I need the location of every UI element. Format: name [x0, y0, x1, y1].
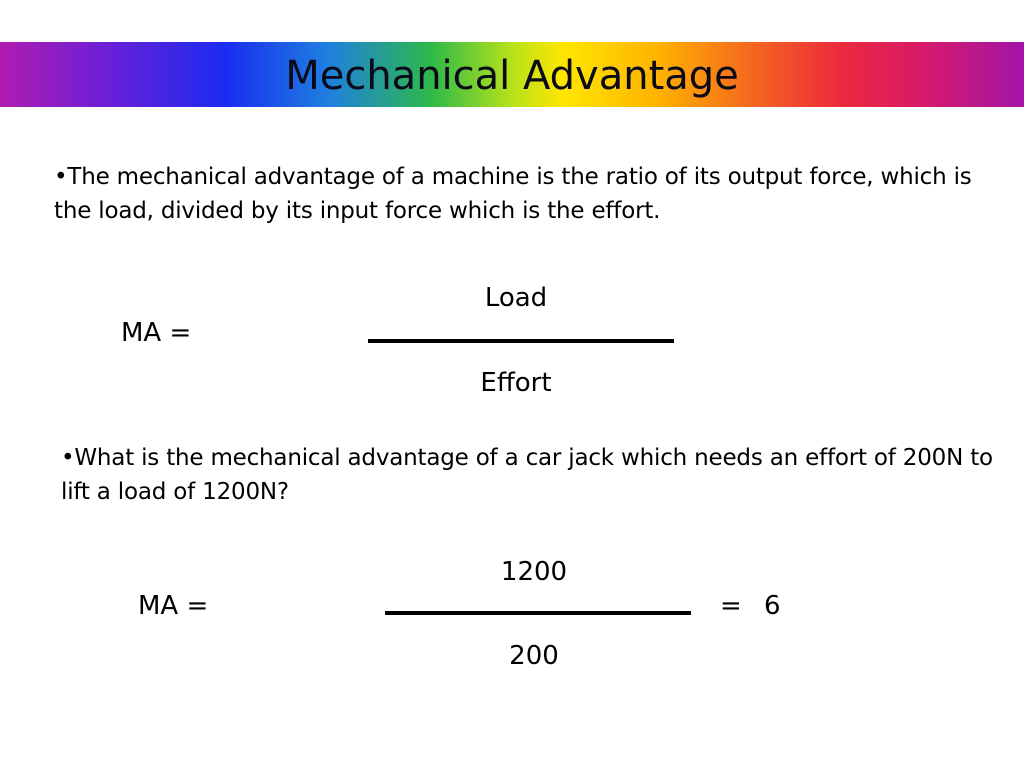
calculation-fraction-line — [385, 611, 691, 615]
formula-denominator: Effort — [480, 368, 552, 398]
question-text: What is the mechanical advantage of a car jack which needs an effort of 200N to lift a load of 1200N? — [61, 445, 993, 505]
bullet: • — [61, 445, 75, 471]
calculation-result: 6 — [764, 591, 781, 621]
formula-label: MA = — [121, 318, 192, 348]
calculation-label: MA = — [138, 591, 209, 621]
calculation-denominator: 200 — [509, 641, 559, 671]
formula-fraction-line — [368, 339, 674, 343]
definition-text: The mechanical advantage of a machine is the ratio of its output force, which is the load, divided by its input force which is the effort. — [54, 164, 972, 224]
definition-paragraph — [54, 160, 994, 228]
slide-title: Mechanical Advantage — [285, 53, 739, 99]
bullet: • — [54, 164, 68, 190]
formula-numerator: Load — [484, 283, 548, 313]
calculation-numerator: 1200 — [500, 557, 568, 587]
equals-sign: = — [720, 591, 742, 621]
question-paragraph — [61, 441, 1001, 509]
